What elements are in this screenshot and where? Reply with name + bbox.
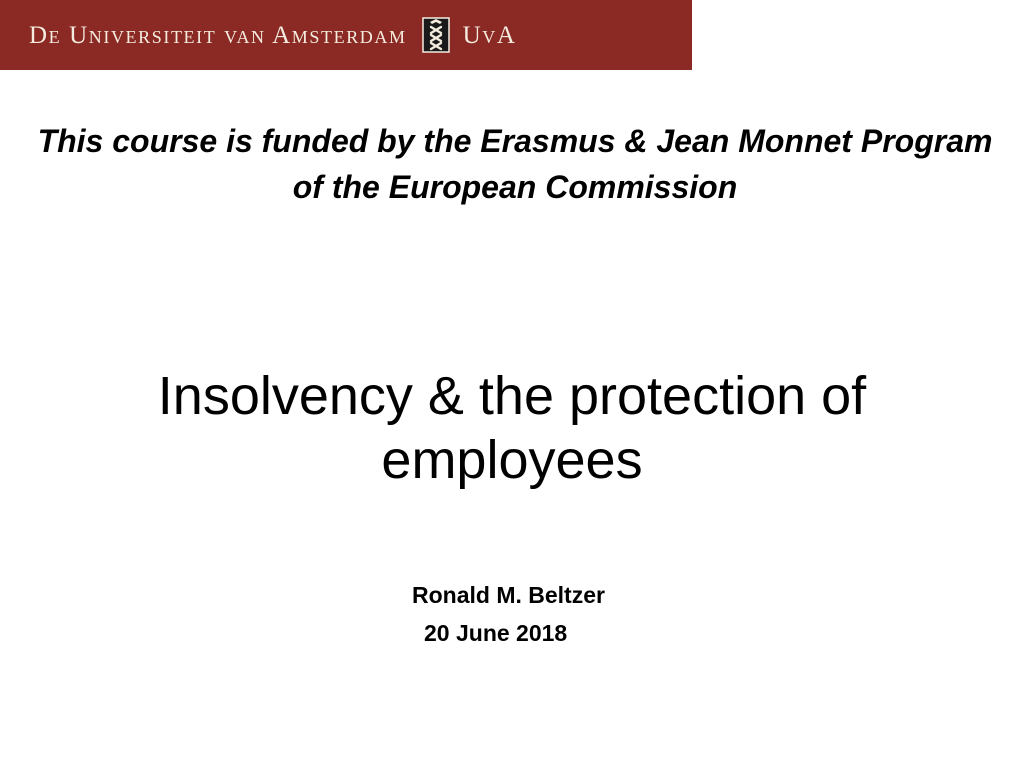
funding-notice: This course is funded by the Erasmus & Jean Monnet Program of the European Commission [37, 123, 993, 205]
slide-title: Insolvency & the protection of employees [157, 366, 867, 490]
university-abbreviation: UvA [462, 21, 517, 49]
presentation-date: 20 June 2018 [424, 620, 568, 646]
author-name: Ronald M. Beltzer [412, 582, 605, 608]
university-name: De Universiteit van Amsterdam [29, 21, 407, 49]
university-banner [0, 0, 692, 70]
uva-crest-icon [421, 17, 451, 53]
